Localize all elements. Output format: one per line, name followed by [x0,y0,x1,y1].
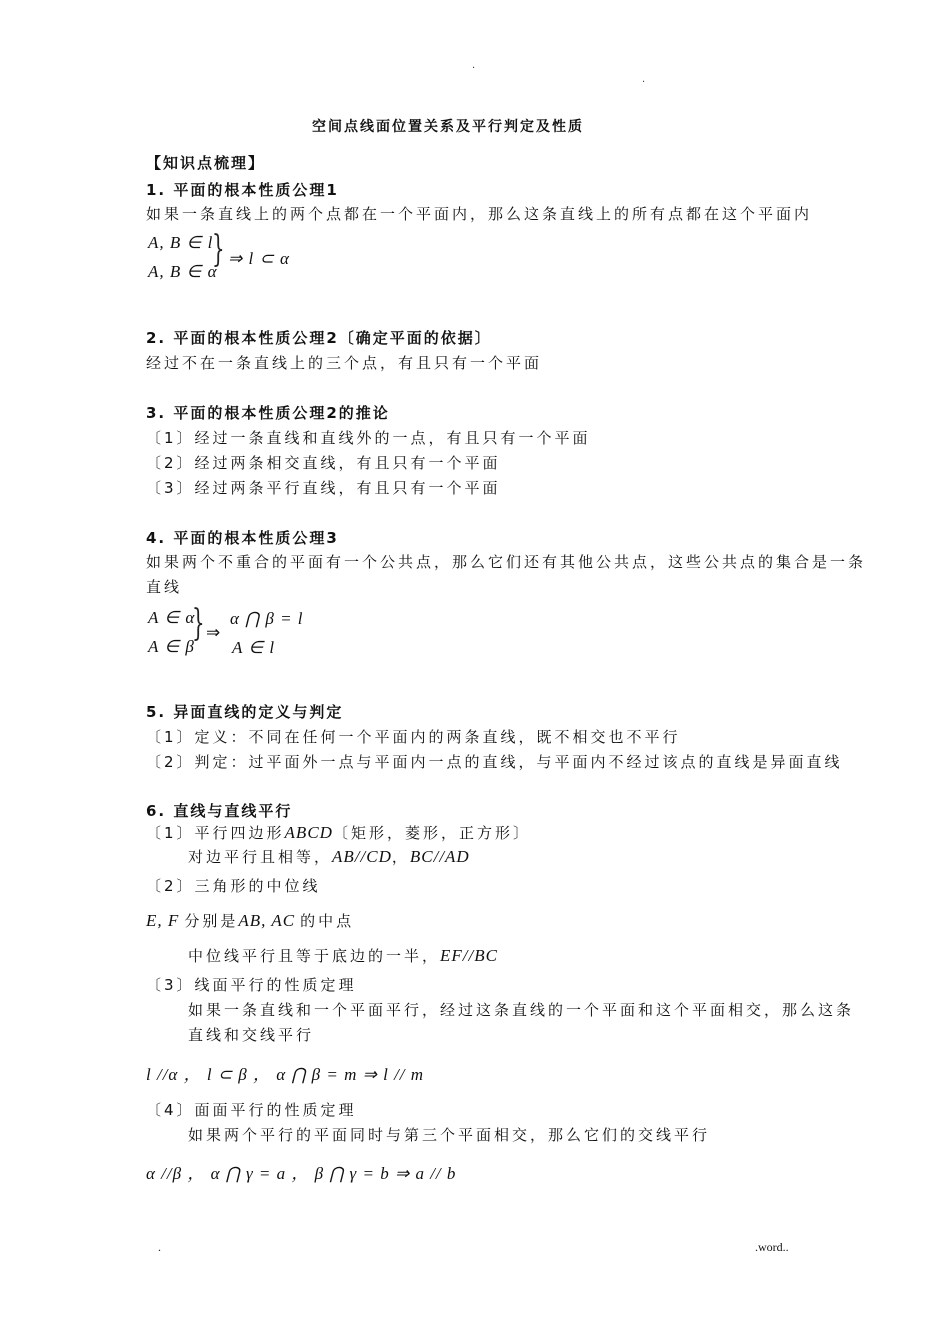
header-dot-left: . [472,60,476,71]
s1-formula-line2: A, B ∈ α [148,262,218,281]
s1-formula-line1: A, B ∈ l [148,233,214,252]
s6-item-1-sub-math2: BC//AD [409,847,470,866]
s4-text-1: 如果两个不重合的平面有一个公共点，那么它们还有其他公共点，这些公共点的集合是一条 [146,553,867,571]
s6-item-3-text2: 直线和交线平行 [188,1026,315,1044]
s1-text: 如果一条直线上的两个点都在一个平面内，那么这条直线上的所有点都在这个平面内 [146,205,813,223]
s6-item-1-sub [188,846,470,867]
s6-heading: 6. 直线与直线平行 [146,802,293,820]
s6-item-1-label: 〔1〕平行四边形 [146,824,285,842]
s4-brace: } [192,603,205,644]
header-dot-right: . [642,74,646,85]
s1-heading: 1. 平面的根本性质公理1 [146,181,339,199]
s6-item-2-math1: E, F [146,911,180,930]
s6-item-1-sub-sep: ， [391,848,410,866]
section-label: 【知识点梳理】 [146,154,266,172]
s5-item-1: 〔1〕定义：不同在任何一个平面内的两条直线，既不相交也不平行 [146,728,681,746]
s6-item-2-line [146,910,354,931]
s4-result-2: A ∈ l [232,638,276,657]
s6-item-4-formula: α //β ， α ⋂ γ = a ， β ⋂ γ = b ⇒ a // b [146,1164,457,1183]
s6-item-1-sub-text: 对边平行且相等， [188,848,333,866]
s1-brace: } [212,229,225,270]
s6-item-1 [146,822,531,843]
s4-arrow: ⇒ [206,623,221,642]
footer-right: .word.. [755,1240,789,1254]
footer-left: . [158,1240,161,1254]
s6-item-2-math2: AB, AC [238,911,296,930]
s1-formula-result: ⇒ l ⊂ α [228,249,290,268]
s6-item-1-math: ABCD [284,823,333,842]
s6-item-4-text: 如果两个平行的平面同时与第三个平面相交，那么它们的交线平行 [188,1126,711,1144]
s6-item-2: 〔2〕三角形的中位线 [146,877,321,895]
document-title: 空间点线面位置关系及平行判定及性质 [312,119,584,135]
s3-item-1: 〔1〕经过一条直线和直线外的一点，有且只有一个平面 [146,429,591,447]
s6-item-4: 〔4〕面面平行的性质定理 [146,1101,357,1119]
s6-item-2-sub [188,945,498,966]
s3-heading: 3. 平面的根本性质公理2的推论 [146,404,390,422]
s4-result-1: α ⋂ β = l [230,609,304,628]
s3-item-3: 〔3〕经过两条平行直线，有且只有一个平面 [146,479,501,497]
s5-heading: 5. 异面直线的定义与判定 [146,703,344,721]
s5-item-2: 〔2〕判定：过平面外一点与平面内一点的直线，与平面内不经过该点的直线是异面直线 [146,753,843,771]
s6-item-2-text2: 的中点 [300,912,355,930]
s6-item-2-text1: 分别是 [184,912,239,930]
s6-item-2-sub-text: 中位线平行且等于底边的一半， [188,947,441,965]
s4-heading: 4. 平面的根本性质公理3 [146,529,339,547]
s4-formula-line1: A ∈ α [148,608,196,627]
s2-text: 经过不在一条直线上的三个点，有且只有一个平面 [146,354,543,372]
s6-item-3-text1: 如果一条直线和一个平面平行，经过这条直线的一个平面和这个平面相交，那么这条 [188,1001,855,1019]
s4-text-2: 直线 [146,578,183,596]
s6-item-3-formula: l //α ， l ⊂ β ， α ⋂ β = m ⇒ l // m [146,1065,425,1084]
s6-item-1-sub-math1: AB//CD [332,847,392,866]
s4-formula-line2: A ∈ β [148,637,195,656]
s6-item-1-note: 〔矩形，菱形，正方形〕 [332,824,531,842]
s2-heading: 2. 平面的根本性质公理2〔确定平面的依据〕 [146,329,492,347]
s6-item-2-sub-math: EF//BC [440,946,498,965]
s3-item-2: 〔2〕经过两条相交直线，有且只有一个平面 [146,454,501,472]
s6-item-3: 〔3〕线面平行的性质定理 [146,976,357,994]
